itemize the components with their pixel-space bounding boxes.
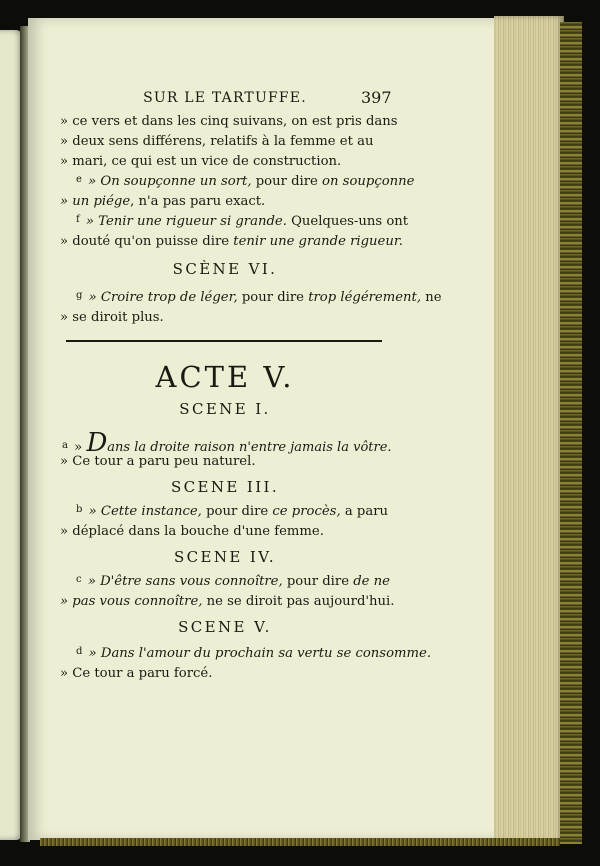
note-mark: f [76,214,80,225]
scene-heading: SCENE I. [179,400,271,418]
text-line: » mari, ce qui est un vice de construction. [60,154,342,169]
text-line: » déplacé dans la bouche d'une femme. [60,524,324,539]
note-g-line1 [76,290,442,305]
italic-text: » D'être sans vous connoître, [87,574,283,589]
italic-text: » pas vous connoître, [60,594,203,609]
text: pour dire [251,174,323,189]
note-mark: g [76,290,83,301]
left-page-edge [0,30,22,840]
text: a paru [340,504,388,519]
page-edges [494,16,564,842]
text: , n'a pas paru exact. [130,194,266,209]
note-mark: d [76,646,83,657]
italic-text: ans la droite raison n'entre jamais la vôtre. [107,440,392,455]
note-c-line2 [60,594,394,609]
note-mark: a [62,440,68,451]
italic-text: on soupçonne [322,174,415,189]
italic-text: trop légérement, [308,290,422,305]
text: pour dire [282,574,354,589]
cover-edge [560,22,582,844]
note-d-line1 [76,646,431,661]
text: » [74,440,87,455]
text: ne se diroit pas aujourd'hui. [202,594,395,609]
italic-text: de ne [353,574,390,589]
note-mark: c [76,574,82,585]
italic-text: » Dans l'amour du prochain sa vertu se consomme. [88,646,432,661]
italic-text: » On soupçonne un sort, [88,174,252,189]
note-f-line1 [76,214,408,229]
running-title: SUR LE TARTUFFE. [143,90,307,106]
text: » douté qu'on puisse dire [60,234,234,249]
scene-heading: SCENE IV. [173,548,277,566]
note-c-line1 [76,574,390,589]
text-line: » ce vers et dans les cinq suivans, on est pris dans [60,114,398,129]
italic-text: tenir une grande rigueur. [233,234,403,249]
page-number: 397 [361,88,392,107]
note-b-line1 [76,504,388,519]
text-line: » se diroit plus. [60,310,164,325]
text: Quelques-uns ont [286,214,409,229]
text: pour dire [201,504,273,519]
note-mark: b [76,504,83,515]
text-line: » Ce tour a paru peu naturel. [60,454,256,469]
note-e-line2 [60,194,265,209]
italic-text: ce procès, [272,504,341,519]
note-f-line2 [60,234,403,249]
scene-heading: SCENE III. [170,478,280,496]
cover-bottom-edge [40,838,560,846]
text: ne [421,290,442,305]
act-heading: ACTE V. [155,360,295,394]
note-e-line1 [76,174,414,189]
italic-text: » un piége [60,194,131,209]
note-mark: e [76,174,82,185]
drop-cap: D [86,428,108,458]
text-line: » Ce tour a paru forcé. [60,666,213,681]
italic-text: » Tenir une rigueur si grande. [85,214,287,229]
scene-heading: SCÈNE VI. [172,260,278,278]
scene-heading: SCENE V. [178,618,272,636]
italic-text: » Croire trop de léger, [88,290,238,305]
italic-text: » Cette instance, [88,504,202,519]
text-line: » deux sens différens, relatifs à la femme et au [60,134,374,149]
text: pour dire [237,290,309,305]
section-rule [66,340,382,342]
